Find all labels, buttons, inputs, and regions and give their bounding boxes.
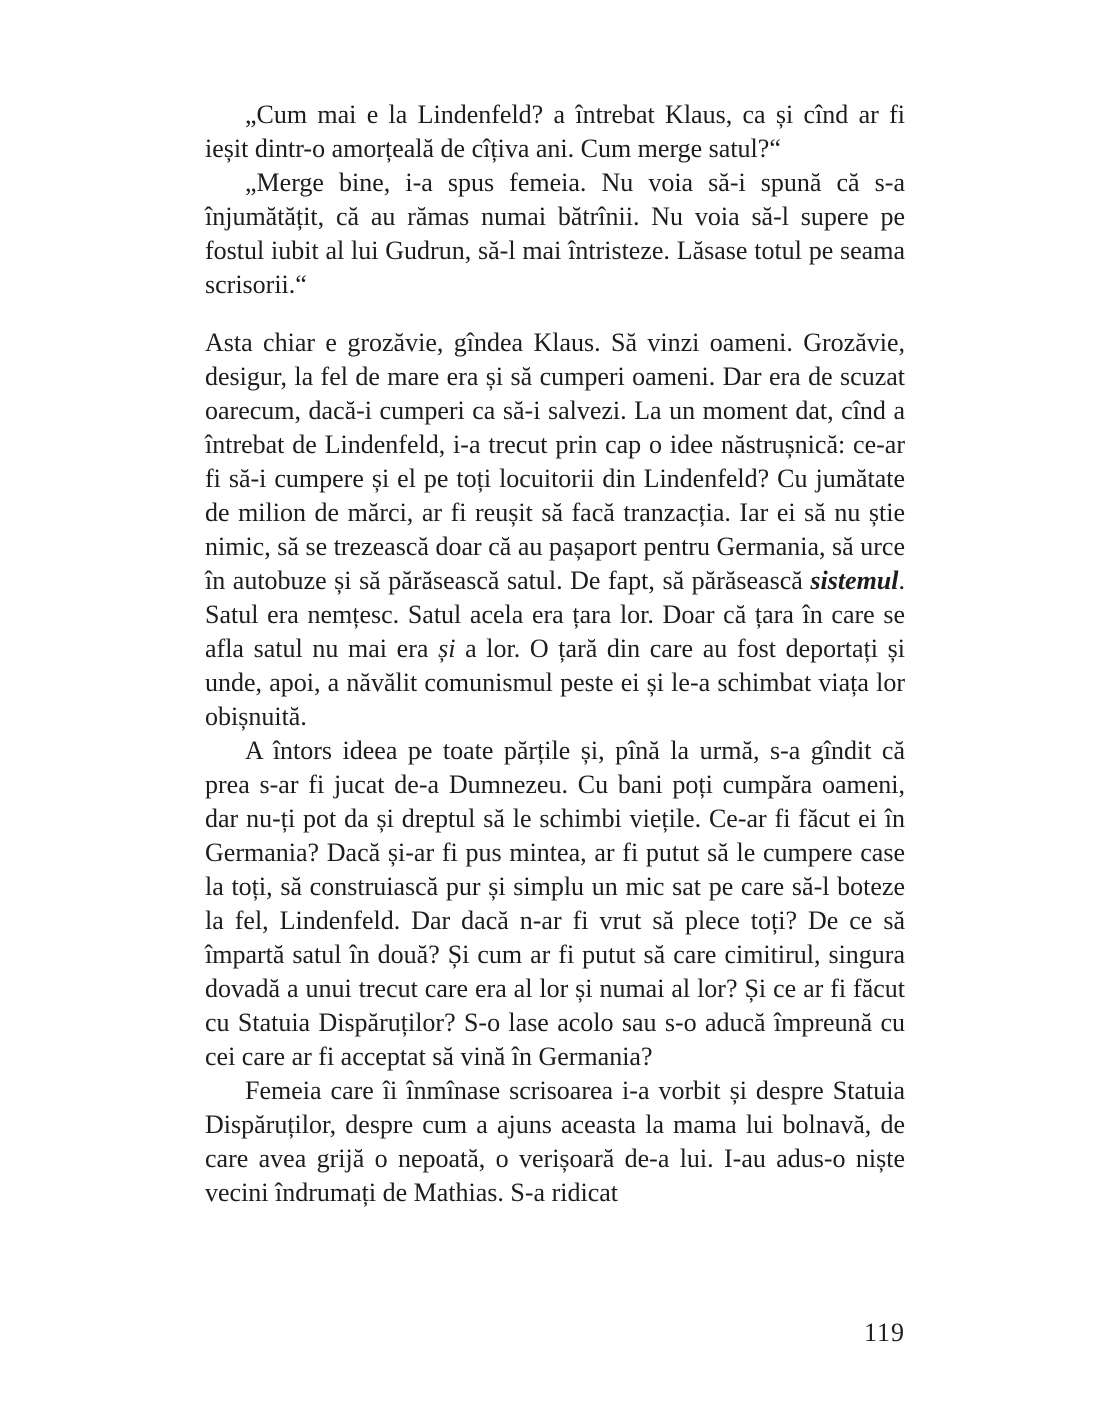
paragraph-narrative-1 (205, 326, 905, 734)
emphasized-word-sistemul: sistemul (810, 566, 899, 595)
paragraph-dialogue-2: „Merge bine, i-a spus femeia. Nu voia să-i spună că s-a înjumătățit, că au rămas numai bătrînii. Nu voia să-l supere pe fostul iubit al lui Gudrun, să-l mai întristeze. Lăsase totul pe seama scrisorii.“ (205, 168, 905, 299)
paragraph-segment: a lor. O țară din care au fost deportați și unde, apoi, a năvălit comunismul peste ei și le-a schimbat viața lor obișnuită. (205, 634, 905, 731)
paragraph-narrative-3: Femeia care îi înmînase scrisoarea i-a vorbit și despre Statuia Dispăruților, despre cum a ajuns aceasta la mama lui bolnavă, de care avea grijă o nepoată, o verișoară de-a lui. I-au adus-o niște vecini îndrumați de Mathias. S-a ridicat (205, 1076, 905, 1207)
emphasized-word-si: și (438, 634, 456, 663)
page-number: 119 (863, 1318, 905, 1347)
paragraph-segment: Asta chiar e grozăvie, gîndea Klaus. Să vinzi oameni. Grozăvie, desigur, la fel de mare era și să cumperi oameni. Dar era de scuzat oarecum, dacă-i cumperi ca să-i salvezi. La un moment dat, cînd a întrebat de Lindenfeld, i-a trecut prin cap o idee năstrușnică: ce-ar fi să-i cumpere și el pe toți locuitorii din Lindenfeld? Cu jumătate de milion de mărci, ar fi reușit să facă tranzacția. Iar ei să nu știe nimic, să se trezească doar că au pașaport pentru Germania, să urce în autobuze și să părăsească satul. De fapt, să părăsească (205, 328, 905, 595)
paragraph-segment: . Satul era nemțesc. Satul acela era țara lor. Doar că țara în care se afla satul nu mai era (205, 566, 905, 663)
page-text (205, 98, 905, 1210)
paragraph-dialogue-1: „Cum mai e la Lindenfeld? a întrebat Klaus, ca și cînd ar fi ieșit dintr-o amorțeală de cîțiva ani. Cum merge satul?“ (205, 100, 905, 163)
paragraph-narrative-2: A întors ideea pe toate părțile și, pînă la urmă, s-a gîndit că prea s-ar fi jucat de-a Dumnezeu. Cu bani poți cumpăra oameni, dar nu-ți pot da și dreptul să le schimbi viețile. Ce-ar fi făcut ei în Germania? Dacă și-ar fi pus mintea, ar fi putut să le cumpere case la toți, să construiască pur și simplu un mic sat pe care să-l boteze la fel, Lindenfeld. Dar dacă n-ar fi vrut să plece toți? De ce să împartă satul în două? Și cum ar fi putut să care cimitirul, singura dovadă a unui trecut care era al lor și numai al lor? Și ce ar fi făcut cu Statuia Dispăruților? S-o lase acolo sau s-o aducă împreună cu cei care ar fi acceptat să vină în Germania? (205, 736, 905, 1071)
